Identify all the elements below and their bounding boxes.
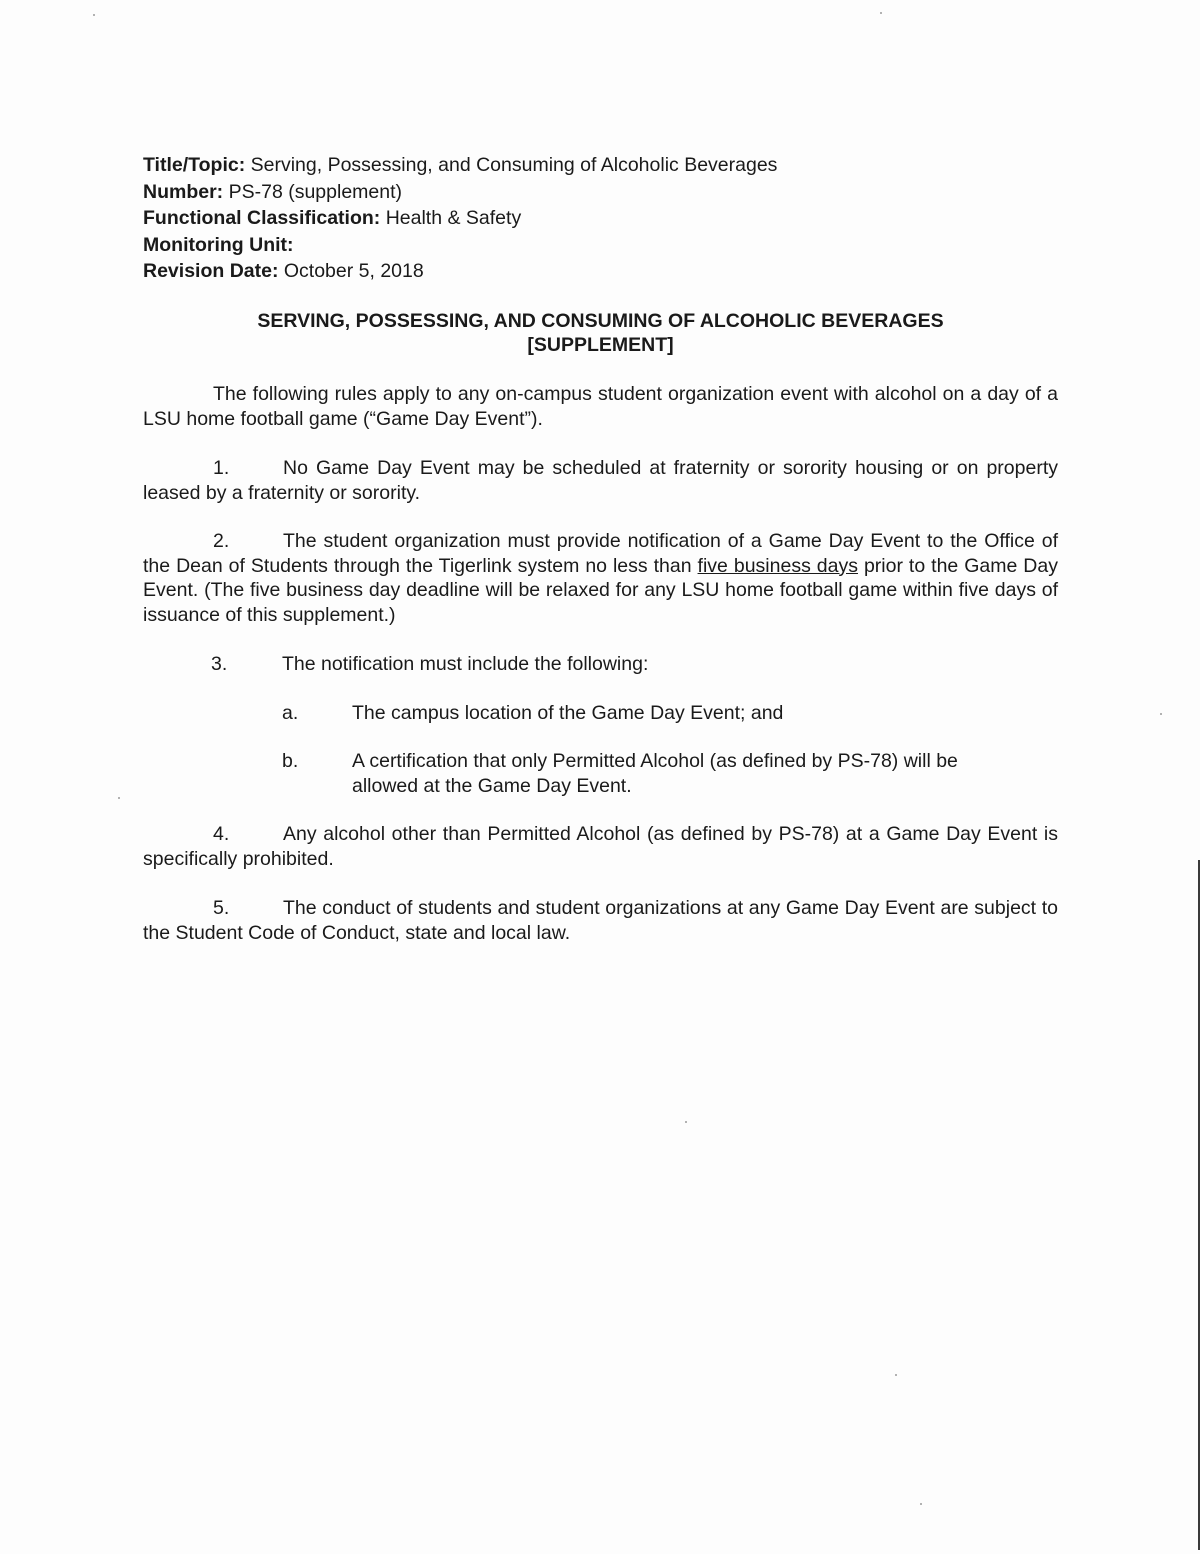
rule-2-text-before: The student organization must provide notification of a Game Day Event to the Office of the Dean of Students through the Tigerlink system no less than (143, 530, 1058, 577)
policy-header (143, 152, 1073, 285)
revision-date-value: October 5, 2018 (283, 260, 424, 282)
revision-date-line (143, 258, 1073, 285)
rule-2-number: 2. (213, 530, 230, 552)
rule-3-sub-a-text: The campus location of the Game Day Event; and (352, 702, 784, 724)
scan-speck (895, 1374, 897, 1376)
monitoring-unit-line (143, 232, 1073, 259)
document-title-line-2: [SUPPLEMENT] (527, 334, 674, 356)
rule-3-sub-a-letter: a. (282, 702, 299, 724)
revision-date-label: Revision Date: (143, 260, 279, 282)
rule-3 (211, 652, 648, 677)
rule-1 (143, 456, 1058, 505)
intro-text: The following rules apply to any on-campus student organization event with alcohol on a day of a LSU home football game (“Game Day Event”). (143, 383, 1058, 430)
scan-speck (880, 12, 882, 14)
title-topic-line (143, 152, 1073, 179)
scan-speck (920, 1503, 922, 1505)
rule-2-text-after: prior to the Game Day Event. (The five business day deadline will be relaxed for any LSU home football game within five days of issuance of this supplement.) (143, 554, 1058, 626)
document-title-line-1: SERVING, POSSESSING, AND CONSUMING OF ALCOHOLIC BEVERAGES (257, 310, 944, 332)
functional-classification-value: Health & Safety (385, 207, 522, 229)
scan-speck (685, 1121, 687, 1123)
scan-speck (1160, 713, 1162, 715)
rule-5-number: 5. (213, 897, 230, 919)
rule-3-sub-a (282, 701, 1062, 726)
number-label: Number: (143, 180, 224, 203)
rule-5 (143, 896, 1058, 945)
rule-3-sub-b (282, 749, 982, 798)
rule-4 (143, 822, 1058, 871)
rule-1-text: No Game Day Event may be scheduled at fraternity or sorority housing or on property leased by a fraternity or sorority. (143, 457, 1058, 504)
rule-1-number: 1. (213, 457, 230, 479)
functional-classification-line (143, 205, 1073, 232)
rule-3-text: The notification must include the following: (282, 653, 649, 675)
monitoring-unit-label: Monitoring Unit: (143, 233, 294, 256)
rule-4-number: 4. (213, 823, 230, 845)
number-value: PS-78 (supplement) (228, 180, 403, 203)
title-topic-value: Serving, Possessing, and Consuming of Alcoholic Beverages (250, 154, 778, 176)
intro-paragraph (143, 382, 1058, 431)
rule-4-text: Any alcohol other than Permitted Alcohol (as defined by PS-78) at a Game Day Event is specifically prohibited. (143, 823, 1058, 870)
rule-2 (143, 529, 1058, 627)
scan-speck (118, 797, 120, 799)
number-line (143, 179, 1073, 206)
rule-2-underlined-text: five business days (697, 554, 858, 577)
functional-classification-label: Functional Classification: (143, 207, 381, 229)
scan-speck (93, 14, 95, 16)
rule-3-number: 3. (211, 653, 228, 675)
document-title (143, 309, 1058, 357)
rule-3-sub-b-text: A certification that only Permitted Alcohol (as defined by PS-78) will be allowed at the Game Day Event. (352, 750, 958, 797)
rule-5-text: The conduct of students and student organizations at any Game Day Event are subject to the Student Code of Conduct, state and local law. (143, 897, 1058, 944)
rule-3-sub-b-letter: b. (282, 750, 299, 772)
title-topic-label: Title/Topic: (143, 154, 246, 176)
